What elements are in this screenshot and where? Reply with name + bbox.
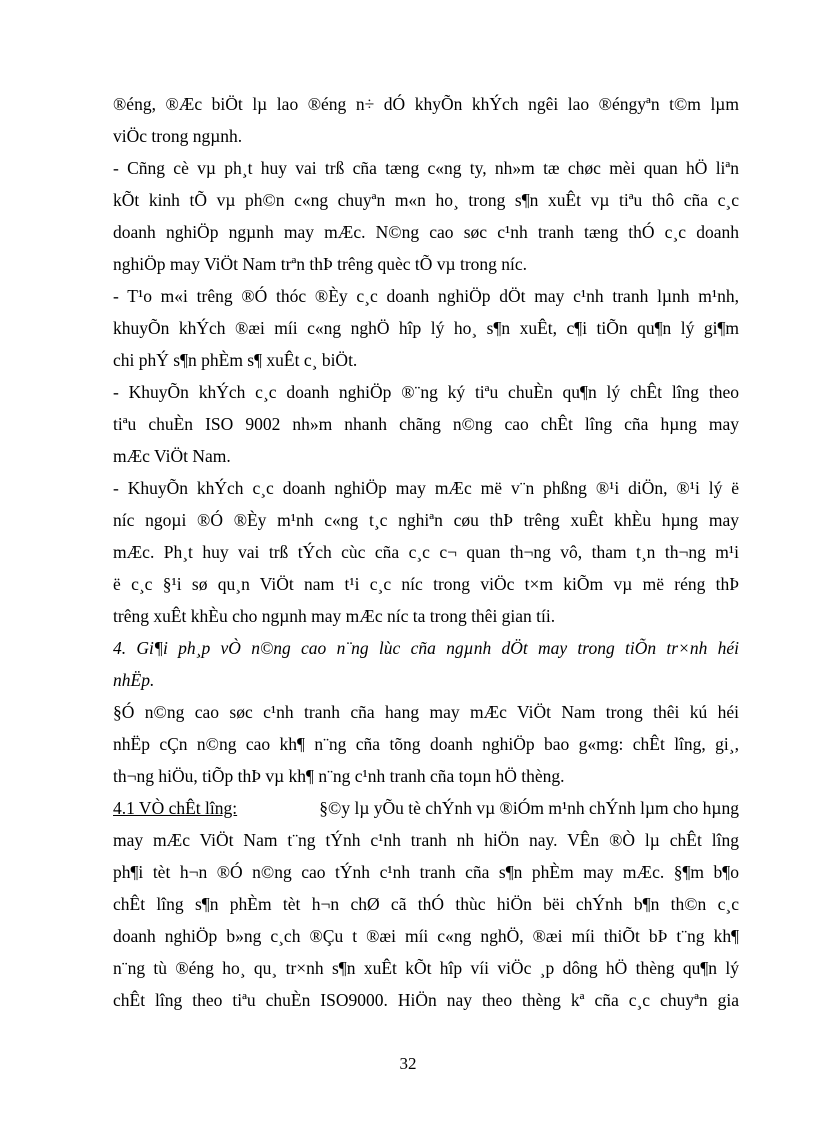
text-line-9: chi phÝ s¶n phÈm s¶ xuÊt c¸ biÖt. <box>113 350 358 370</box>
text-line-15: mÆc. Ph¸t huy vai trß tÝch cùc cña c¸c c¬ quan th¬ng vô, tham t¸n th¬ng m¹i <box>113 542 739 562</box>
text-line-5: doanh nghiÖp ngµnh may mÆc. N©ng cao søc c¹nh tranh tæng thÓ c¸c doanh <box>113 222 739 242</box>
section-heading-4-line-1: 4. Gi¶i ph¸p vÒ n©ng cao n¨ng lùc cña ngµnh dÖt may trong tiÕn tr×nh héi <box>113 638 739 658</box>
text-line-23 <box>113 795 739 821</box>
text-line-12: mÆc ViÖt Nam. <box>113 446 231 466</box>
text-line-7: - T¹o m«i trêng ®Ó thóc ®Èy c¸c doanh nghiÖp dÖt may c¹nh tranh lµnh m¹nh, <box>113 286 739 306</box>
text-line-21: nhËp cÇn n©ng cao kh¶ n¨ng cña tõng doanh nghiÖp bao g«mg: chÊt lîng, gi¸, <box>113 734 739 754</box>
text-line-28: n¨ng tù ®éng ho¸ qu¸ tr×nh s¶n xuÊt kÕt hîp víi viÖc ¸p dông hÖ thèng qu¶n lý <box>113 958 739 978</box>
subsection-heading-4-1: 4.1 VÒ chÊt lîng: <box>113 798 238 818</box>
text-line-26: chÊt lîng s¶n phÈm tèt h¬n chØ cã thÓ thùc hiÖn bëi chÝnh b¶n th©n c¸c <box>113 894 739 914</box>
page-number: 32 <box>399 1054 417 1073</box>
text-line-13: - KhuyÕn khÝch c¸c doanh nghiÖp may mÆc më v¨n phßng ®¹i diÖn, ®¹i lý ë <box>113 478 739 498</box>
text-line-6: nghiÖp may ViÖt Nam trªn thÞ trêng quèc tÕ vµ trong níc. <box>113 254 528 274</box>
text-line-22: th¬ng hiÖu, tiÕp thÞ vµ kh¶ n¨ng c¹nh tranh cña toµn hÖ thèng. <box>113 766 565 786</box>
text-line-8: khuyÕn khÝch ®æi míi c«ng nghÖ hîp lý ho¸ s¶n xuÊt, c¶i tiÕn qu¶n lý gi¶m <box>113 318 739 338</box>
text-line-11: tiªu chuÈn ISO 9002 nh»m nhanh chãng n©ng cao chÊt lîng cña hµng may <box>113 414 739 434</box>
text-line-16: ë c¸c §¹i sø qu¸n ViÖt nam t¹i c¸c níc trong viÖc t×m kiÕm vµ më réng thÞ <box>113 574 739 594</box>
text-line-1: ®éng, ®Æc biÖt lµ lao ®éng n÷ dÓ khyÕn khÝch ngêi lao ®éngyªn t©m lµm <box>113 94 739 114</box>
section-heading-4-line-2: nhËp. <box>113 670 155 690</box>
text-line-25: ph¶i tèt h¬n ®Ó n©ng cao tÝnh c¹nh tranh cña s¶n phÈm may mÆc. §¶m b¶o <box>113 862 739 882</box>
text-line-29: chÊt lîng theo tiªu chuÈn ISO9000. HiÖn nay theo thèng kª cña c¸c chuyªn gia <box>113 990 739 1010</box>
text-line-24: may mÆc ViÖt Nam t¨ng tÝnh c¹nh tranh nh hiÖn nay. VÊn ®Ò lµ chÊt lîng <box>113 830 739 850</box>
text-line-17: trêng xuÊt khÈu cho ngµnh may mÆc níc ta trong thêi gian tíi. <box>113 606 556 626</box>
text-line-14: níc ngoµi ®Ó ®Èy m¹nh c«ng t¸c nghiªn cøu thÞ trêng xuÊt khÈu hµng may <box>113 510 739 530</box>
text-line-27: doanh nghiÖp b»ng c¸ch ®Çu t ®æi míi c«ng nghÖ, ®æi míi thiÕt bÞ t¨ng kh¶ <box>113 926 739 946</box>
text-line-10: - KhuyÕn khÝch c¸c doanh nghiÖp ®¨ng ký tiªu chuÈn qu¶n lý chÊt lîng theo <box>113 382 739 402</box>
text-line-2: viÖc trong ngµnh. <box>113 126 243 146</box>
text-line-4: kÕt kinh tÕ vµ ph©n c«ng chuyªn m«n ho¸ trong s¶n xuÊt vµ tiªu thô cña c¸c <box>113 190 739 210</box>
text-line-20: §Ó n©ng cao søc c¹nh tranh cña hang may mÆc ViÖt Nam trong thêi kú héi <box>113 702 739 722</box>
text-line-23-rest: §©y lµ yÕu tè chÝnh vµ ®iÓm m¹nh chÝnh lµm cho hµng <box>319 798 739 818</box>
text-line-3: - Cñng cè vµ ph¸t huy vai trß cña tæng c«ng ty, nh»m tæ chøc mèi quan hÖ liªn <box>113 158 739 178</box>
